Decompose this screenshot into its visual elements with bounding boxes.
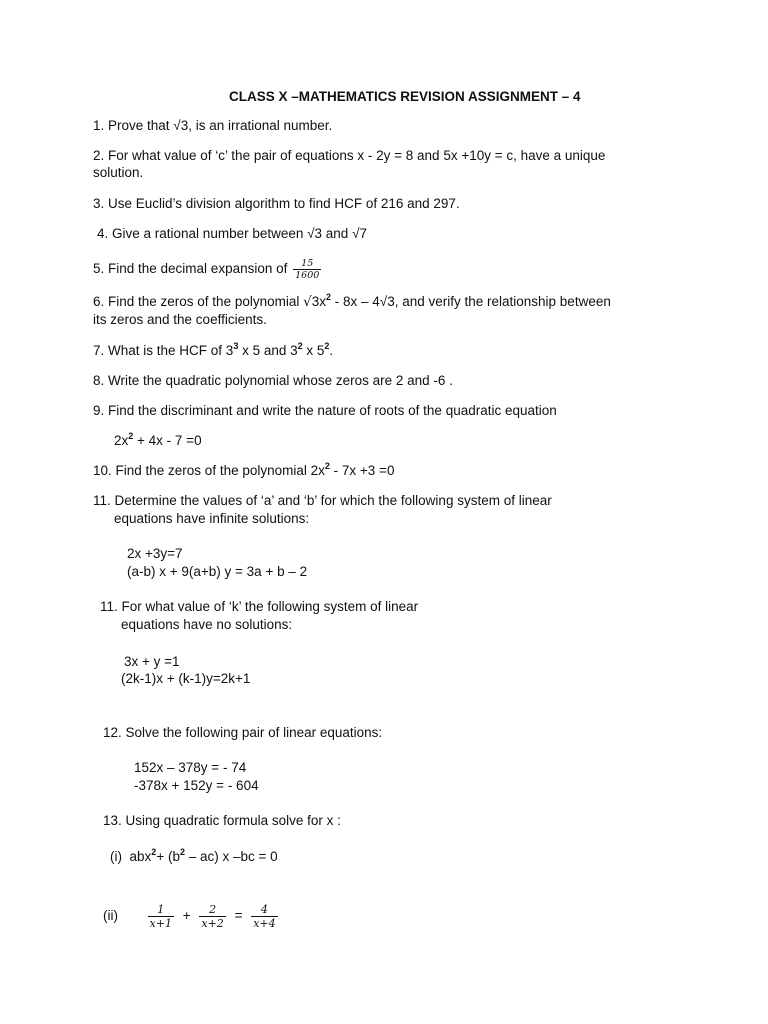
- exponent: 2: [324, 461, 330, 471]
- fraction-denominator: 1600: [295, 270, 320, 281]
- question-11b-line-1: 11. For what value of ‘k’ the following system of linear: [100, 599, 419, 614]
- fraction-15-over-1600: [293, 258, 321, 281]
- question-6-prefix: 6. Find the zeros of the polynomial: [93, 294, 304, 309]
- question-3: 3. Use Euclid’s division algorithm to find HCF of 216 and 297.: [93, 196, 460, 211]
- question-11b-equation-1: 3x + y =1: [124, 654, 180, 669]
- question-13-line-1: 13. Using quadratic formula solve for x :: [103, 813, 341, 828]
- exponent: 2: [151, 847, 157, 857]
- exponent: 2: [326, 292, 332, 302]
- question-2-line-1: 2. For what value of ‘c’ the pair of equations x - 2y = 8 and 5x +10y = c, have a unique: [93, 148, 606, 163]
- question-10: [93, 462, 394, 479]
- page-title: CLASS X –MATHEMATICS REVISION ASSIGNMENT – 4: [229, 89, 581, 104]
- fraction-1-over-x-plus-1: [148, 903, 174, 930]
- fraction-2-over-x-plus-2: [199, 903, 225, 930]
- term-rest: – ac) x –bc = 0: [184, 849, 278, 864]
- question-5: [93, 258, 323, 281]
- exponent: 2: [297, 341, 303, 351]
- question-7: [93, 342, 333, 359]
- question-8: 8. Write the quadratic polynomial whose zeros are 2 and -6 .: [93, 373, 453, 388]
- question-11a-equation-1: 2x +3y=7: [127, 546, 183, 561]
- q10-part-a: 10. Find the zeros of the polynomial 2x: [93, 463, 325, 478]
- question-11a-equation-2: (a-b) x + 9(a+b) y = 3a + b – 2: [127, 564, 308, 579]
- question-6-rest: - 8x – 4√3, and verify the relationship between: [331, 294, 611, 309]
- plus-sign: +: [182, 908, 191, 924]
- question-12-equation-2: -378x + 152y = - 604: [134, 778, 259, 793]
- fraction-numerator: 15: [301, 258, 314, 269]
- question-13-part-i: [110, 848, 278, 865]
- q10-part-b: - 7x +3 =0: [329, 463, 395, 478]
- fraction-denominator: x+2: [201, 916, 224, 930]
- term-abx: abx: [129, 849, 152, 864]
- question-4: 4. Give a rational number between √3 and √7: [97, 226, 367, 241]
- polynomial-term: 3x: [311, 294, 326, 309]
- q7-part-b: x 5 and 3: [238, 343, 298, 358]
- question-9-line-1: 9. Find the discriminant and write the nature of roots of the quadratic equation: [93, 403, 557, 418]
- question-11a-line-1: 11. Determine the values of ‘a’ and ‘b’ for which the following system of linear: [93, 493, 552, 508]
- question-11b-line-2: equations have no solutions:: [121, 617, 293, 632]
- question-11a-line-2: equations have infinite solutions:: [114, 511, 310, 526]
- question-6-line-2: its zeros and the coefficients.: [93, 312, 267, 327]
- question-9-equation: [114, 432, 202, 449]
- q7-part-a: 7. What is the HCF of 3: [93, 343, 234, 358]
- question-13-part-ii: [103, 896, 280, 936]
- fraction-numerator: 1: [157, 902, 165, 916]
- question-6-line-1: [93, 293, 611, 311]
- exponent: 2: [179, 847, 185, 857]
- fraction-denominator: x+4: [253, 916, 276, 930]
- part-label-ii: (ii): [103, 908, 118, 924]
- q7-part-c: x 5: [302, 343, 325, 358]
- term-b: + (b: [156, 849, 180, 864]
- exponent: 3: [233, 341, 239, 351]
- equals-sign: =: [234, 908, 243, 924]
- fraction-numerator: 2: [209, 902, 217, 916]
- eq-term: 2x: [114, 433, 129, 448]
- question-12-line-1: 12. Solve the following pair of linear equations:: [103, 725, 383, 740]
- question-1: 1. Prove that √3, is an irrational number.: [93, 118, 333, 133]
- question-11b-equation-2: (2k-1)x + (k-1)y=2k+1: [121, 671, 251, 686]
- question-12-equation-1: 152x – 378y = - 74: [134, 760, 247, 775]
- exponent: 2: [324, 341, 330, 351]
- part-label-i: (i): [110, 849, 122, 864]
- eq-rest: + 4x - 7 =0: [133, 433, 202, 448]
- q7-period: .: [329, 343, 334, 358]
- fraction-denominator: x+1: [149, 916, 172, 930]
- question-2-line-2: solution.: [93, 165, 144, 180]
- square-root-symbol: √: [303, 294, 312, 310]
- fraction-numerator: 4: [260, 902, 268, 916]
- exponent: 2: [128, 431, 134, 441]
- question-5-text: 5. Find the decimal expansion of: [93, 261, 288, 277]
- fraction-4-over-x-plus-4: [251, 903, 277, 930]
